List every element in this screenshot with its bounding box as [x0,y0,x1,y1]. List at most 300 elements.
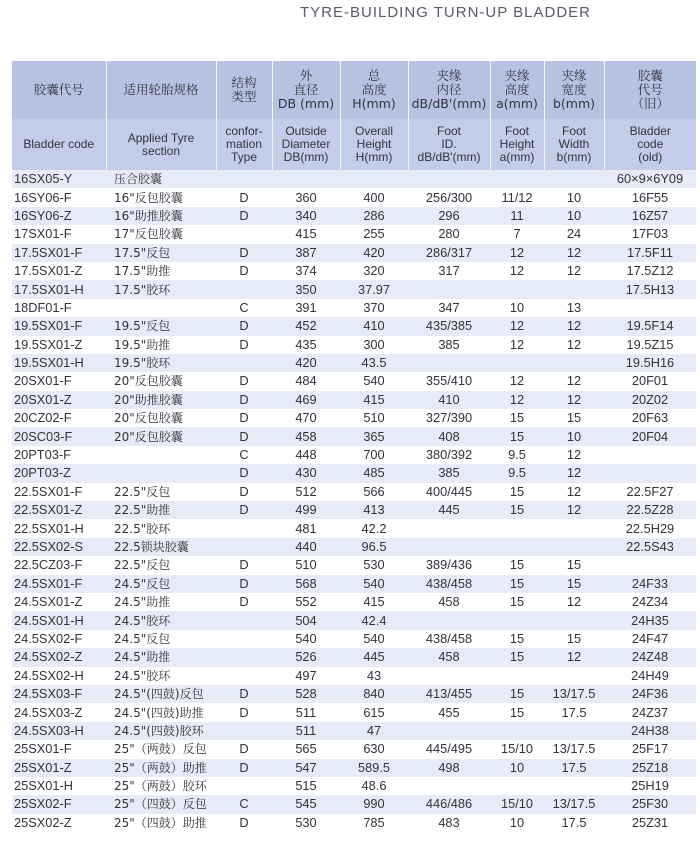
cell-foot-width: 12 [544,317,604,335]
cell-conformation-type: D [216,244,272,262]
cell-overall-height: 42.4 [340,611,408,629]
cell-tyre-section: 25"（两鼓）反包 [106,740,216,758]
cell-conformation-type: D [216,427,272,445]
cell-outside-diameter: 387 [272,244,340,262]
table-row [12,299,696,317]
table-row [12,648,696,666]
header-cn-1: 适用轮胎规格 [106,61,216,119]
table-row [12,556,696,574]
cell-overall-height: 320 [340,262,408,280]
cell-foot-height: 15 [490,556,544,574]
cell-tyre-section: 25"（四鼓）反包 [106,795,216,813]
cell-outside-diameter: 552 [272,593,340,611]
cell-foot-id: 438/458 [408,575,490,593]
cell-outside-diameter: 470 [272,409,340,427]
table-body [12,170,696,832]
cell-outside-diameter: 391 [272,299,340,317]
cell-outside-diameter: 469 [272,391,340,409]
cell-overall-height: 48.6 [340,777,408,795]
cell-foot-id: 446/486 [408,795,490,813]
header-en-3: Outside Diameter DB(mm) [272,119,340,170]
cell-foot-width: 12 [544,336,604,354]
cell-outside-diameter: 528 [272,685,340,703]
cell-tyre-section: 24.5"胶环 [106,611,216,629]
page-title: TYRE-BUILDING TURN-UP BLADDER [300,4,591,21]
cell-bladder-code: 20SX01-F [12,372,106,390]
cell-foot-id: 408 [408,427,490,445]
cell-overall-height: 286 [340,207,408,225]
cell-foot-width: 12 [544,244,604,262]
cell-foot-id: 413/455 [408,685,490,703]
cell-overall-height: 445 [340,648,408,666]
cell-outside-diameter: 481 [272,519,340,537]
cell-bladder-code: 24.5SX02-F [12,630,106,648]
header-en-5: Foot ID. dB/dB'(mm) [408,119,490,170]
cell-outside-diameter: 511 [272,703,340,721]
table-row [12,280,696,298]
header-cn-4: 总 高度 H(mm) [340,61,408,119]
cell-tyre-section: 17.5"反包 [106,244,216,262]
cell-foot-id: 445/495 [408,740,490,758]
cell-foot-id: 327/390 [408,409,490,427]
cell-overall-height: 365 [340,427,408,445]
cell-old-code: 24H49 [604,667,696,685]
cell-foot-height: 9.5 [490,464,544,482]
cell-outside-diameter: 511 [272,722,340,740]
cell-foot-height: 15 [490,703,544,721]
cell-foot-width: 13/17.5 [544,740,604,758]
table-row [12,538,696,556]
cell-outside-diameter: 512 [272,483,340,501]
cell-old-code: 17F03 [604,225,696,243]
cell-foot-width [544,611,604,629]
cell-outside-diameter: 510 [272,556,340,574]
cell-outside-diameter: 340 [272,207,340,225]
cell-outside-diameter: 458 [272,427,340,445]
cell-old-code: 20F04 [604,427,696,445]
cell-foot-width: 12 [544,648,604,666]
cell-tyre-section: 20"反包胶囊 [106,372,216,390]
bladder-spec-table [12,61,696,832]
cell-outside-diameter: 540 [272,630,340,648]
cell-conformation-type: D [216,391,272,409]
cell-old-code: 17.5F11 [604,244,696,262]
cell-foot-height [490,170,544,188]
cell-tyre-section: 19.5"胶环 [106,354,216,372]
cell-bladder-code: 25SX01-Z [12,759,106,777]
cell-foot-width: 10 [544,207,604,225]
cell-foot-width: 17.5 [544,814,604,832]
cell-overall-height: 566 [340,483,408,501]
cell-bladder-code: 20SC03-F [12,427,106,445]
cell-tyre-section: 17.5"助推 [106,262,216,280]
cell-foot-id: 347 [408,299,490,317]
cell-old-code [604,446,696,464]
cell-overall-height: 485 [340,464,408,482]
table-row [12,409,696,427]
cell-foot-id: 385 [408,464,490,482]
cell-foot-id [408,611,490,629]
table-row [12,759,696,777]
cell-tyre-section: 24.5"(四鼓)助推 [106,703,216,721]
cell-foot-id [408,519,490,537]
cell-foot-width: 13/17.5 [544,795,604,813]
header-cn-0: 胶囊代号 [12,61,106,119]
cell-overall-height: 630 [340,740,408,758]
cell-outside-diameter: 545 [272,795,340,813]
cell-tyre-section: 24.5"胶环 [106,667,216,685]
cell-outside-diameter: 430 [272,464,340,482]
cell-tyre-section: 20"反包胶囊 [106,427,216,445]
cell-conformation-type: D [216,207,272,225]
cell-old-code: 19.5Z15 [604,336,696,354]
cell-overall-height: 990 [340,795,408,813]
cell-old-code: 24H38 [604,722,696,740]
cell-tyre-section: 22.5锁块胶囊 [106,538,216,556]
cell-outside-diameter: 497 [272,667,340,685]
cell-tyre-section: 20"助推胶囊 [106,391,216,409]
cell-old-code: 17.5Z12 [604,262,696,280]
cell-tyre-section: 22.5"反包 [106,556,216,574]
cell-tyre-section [106,299,216,317]
cell-foot-height: 15 [490,501,544,519]
cell-foot-width: 10 [544,427,604,445]
header-cn-7: 夹缘 宽度 b(mm) [544,61,604,119]
cell-conformation-type: D [216,575,272,593]
cell-tyre-section: 19.5"助推 [106,336,216,354]
cell-bladder-code: 19.5SX01-Z [12,336,106,354]
cell-old-code: 19.5H16 [604,354,696,372]
table-row [12,446,696,464]
cell-foot-height: 15 [490,409,544,427]
cell-outside-diameter: 440 [272,538,340,556]
cell-outside-diameter: 415 [272,225,340,243]
header-en-6: Foot Height a(mm) [490,119,544,170]
cell-foot-height [490,538,544,556]
cell-foot-height: 15 [490,575,544,593]
table-row [12,593,696,611]
cell-outside-diameter: 452 [272,317,340,335]
cell-overall-height: 540 [340,575,408,593]
cell-foot-id [408,667,490,685]
cell-overall-height [340,170,408,188]
cell-foot-width: 15 [544,630,604,648]
cell-foot-height: 15 [490,593,544,611]
cell-conformation-type: C [216,299,272,317]
table-row [12,630,696,648]
cell-foot-id: 355/410 [408,372,490,390]
table-row [12,795,696,813]
table-row [12,722,696,740]
cell-overall-height: 370 [340,299,408,317]
cell-bladder-code: 24.5SX01-H [12,611,106,629]
cell-old-code: 24F36 [604,685,696,703]
cell-bladder-code: 25SX01-F [12,740,106,758]
table-row [12,354,696,372]
header-row-english [12,119,696,170]
cell-outside-diameter: 448 [272,446,340,464]
cell-bladder-code: 24.5SX02-Z [12,648,106,666]
table-row [12,740,696,758]
cell-foot-height: 15/10 [490,795,544,813]
cell-overall-height: 410 [340,317,408,335]
cell-old-code: 22.5S43 [604,538,696,556]
cell-conformation-type: D [216,556,272,574]
cell-tyre-section: 22.5"胶环 [106,519,216,537]
cell-old-code: 24F47 [604,630,696,648]
cell-conformation-type [216,722,272,740]
cell-old-code: 25H19 [604,777,696,795]
table-row [12,170,696,188]
cell-overall-height: 415 [340,391,408,409]
cell-tyre-section [106,464,216,482]
cell-tyre-section: 24.5"助推 [106,593,216,611]
cell-bladder-code: 24.5SX03-H [12,722,106,740]
cell-foot-width: 15 [544,409,604,427]
cell-foot-height: 12 [490,372,544,390]
cell-conformation-type: C [216,446,272,464]
header-cn-5: 夹缘 内径 dB/dB'(mm) [408,61,490,119]
cell-tyre-section: 16"助推胶囊 [106,207,216,225]
cell-foot-id: 455 [408,703,490,721]
cell-conformation-type: D [216,317,272,335]
cell-old-code: 22.5F27 [604,483,696,501]
cell-foot-id: 389/436 [408,556,490,574]
cell-bladder-code: 25SX01-H [12,777,106,795]
cell-bladder-code: 24.5SX01-Z [12,593,106,611]
cell-foot-height: 11 [490,207,544,225]
cell-bladder-code: 19.5SX01-H [12,354,106,372]
cell-foot-id [408,354,490,372]
header-en-2: confor- mation Type [216,119,272,170]
cell-conformation-type [216,611,272,629]
cell-foot-height [490,611,544,629]
cell-tyre-section: 17.5"胶环 [106,280,216,298]
cell-conformation-type: C [216,795,272,813]
cell-foot-height: 15 [490,427,544,445]
header-row-chinese [12,61,696,119]
cell-foot-height: 12 [490,244,544,262]
cell-foot-id: 280 [408,225,490,243]
cell-foot-height: 15 [490,483,544,501]
table-row [12,336,696,354]
cell-outside-diameter: 515 [272,777,340,795]
cell-old-code: 25Z31 [604,814,696,832]
cell-tyre-section: 22.5"助推 [106,501,216,519]
table-row [12,685,696,703]
cell-bladder-code: 19.5SX01-F [12,317,106,335]
cell-overall-height: 540 [340,372,408,390]
cell-old-code [604,464,696,482]
cell-conformation-type: D [216,759,272,777]
cell-overall-height: 420 [340,244,408,262]
cell-tyre-section: 24.5"(四鼓)胶环 [106,722,216,740]
cell-foot-width: 15 [544,556,604,574]
cell-old-code: 22.5Z28 [604,501,696,519]
cell-bladder-code: 25SX02-Z [12,814,106,832]
cell-overall-height: 42.2 [340,519,408,537]
cell-bladder-code: 22.5SX01-Z [12,501,106,519]
cell-foot-width: 12 [544,372,604,390]
cell-foot-id: 410 [408,391,490,409]
header-en-0: Bladder code [12,119,106,170]
cell-foot-height: 7 [490,225,544,243]
cell-overall-height: 43 [340,667,408,685]
cell-foot-height: 15 [490,685,544,703]
cell-tyre-section: 24.5"(四鼓)反包 [106,685,216,703]
cell-bladder-code: 16SX05-Y [12,170,106,188]
cell-overall-height: 615 [340,703,408,721]
cell-foot-width: 17.5 [544,759,604,777]
cell-old-code: 20Z02 [604,391,696,409]
cell-conformation-type: D [216,483,272,501]
cell-old-code: 24Z34 [604,593,696,611]
cell-bladder-code: 20SX01-Z [12,391,106,409]
cell-foot-height: 10 [490,299,544,317]
cell-bladder-code: 17.5SX01-H [12,280,106,298]
cell-foot-width [544,354,604,372]
cell-tyre-section: 20"反包胶囊 [106,409,216,427]
cell-foot-id: 256/300 [408,188,490,206]
cell-foot-width: 12 [544,483,604,501]
cell-overall-height: 400 [340,188,408,206]
cell-old-code: 22.5H29 [604,519,696,537]
cell-conformation-type: D [216,372,272,390]
cell-foot-height: 12 [490,336,544,354]
header-cn-2: 结构 类型 [216,61,272,119]
cell-conformation-type [216,648,272,666]
table-row [12,317,696,335]
cell-conformation-type: D [216,685,272,703]
cell-bladder-code: 24.5SX03-F [12,685,106,703]
cell-foot-height [490,777,544,795]
cell-outside-diameter: 499 [272,501,340,519]
cell-foot-height: 10 [490,759,544,777]
cell-old-code: 24H35 [604,611,696,629]
cell-foot-width: 24 [544,225,604,243]
cell-bladder-code: 17.5SX01-F [12,244,106,262]
table-row [12,814,696,832]
cell-outside-diameter [272,170,340,188]
cell-foot-width: 15 [544,575,604,593]
cell-old-code: 24F33 [604,575,696,593]
cell-old-code: 16F55 [604,188,696,206]
cell-tyre-section: 17"反包胶囊 [106,225,216,243]
table-row [12,667,696,685]
cell-bladder-code: 22.5SX02-S [12,538,106,556]
cell-tyre-section: 19.5"反包 [106,317,216,335]
cell-overall-height: 530 [340,556,408,574]
cell-bladder-code: 17.5SX01-Z [12,262,106,280]
cell-conformation-type: D [216,336,272,354]
cell-bladder-code: 16SY06-F [12,188,106,206]
cell-conformation-type [216,170,272,188]
cell-conformation-type: D [216,188,272,206]
cell-foot-height [490,667,544,685]
cell-overall-height: 43.5 [340,354,408,372]
cell-foot-height: 15 [490,648,544,666]
table-row [12,703,696,721]
cell-overall-height: 540 [340,630,408,648]
table-row [12,611,696,629]
cell-outside-diameter: 420 [272,354,340,372]
cell-overall-height: 589.5 [340,759,408,777]
cell-foot-height: 9.5 [490,446,544,464]
table-row [12,519,696,537]
cell-outside-diameter: 568 [272,575,340,593]
cell-foot-id [408,170,490,188]
header-cn-3: 外 直径 DB (mm) [272,61,340,119]
cell-foot-width: 12 [544,391,604,409]
cell-conformation-type [216,354,272,372]
cell-foot-id: 317 [408,262,490,280]
table-row [12,188,696,206]
cell-old-code [604,556,696,574]
cell-foot-width [544,280,604,298]
header-en-4: Overall Height H(mm) [340,119,408,170]
cell-overall-height: 255 [340,225,408,243]
cell-tyre-section: 25"（四鼓）助推 [106,814,216,832]
cell-foot-id: 445 [408,501,490,519]
cell-overall-height: 413 [340,501,408,519]
cell-foot-width [544,170,604,188]
cell-tyre-section: 22.5"反包 [106,483,216,501]
cell-outside-diameter: 530 [272,814,340,832]
cell-bladder-code: 24.5SX01-F [12,575,106,593]
cell-foot-id [408,538,490,556]
table-row [12,483,696,501]
cell-overall-height: 37.97 [340,280,408,298]
header-cn-8: 胶囊 代号 （旧） [604,61,696,119]
cell-foot-width: 10 [544,188,604,206]
cell-conformation-type [216,667,272,685]
cell-overall-height: 700 [340,446,408,464]
cell-foot-id: 435/385 [408,317,490,335]
cell-old-code [604,299,696,317]
cell-old-code: 19.5F14 [604,317,696,335]
cell-foot-width: 12 [544,464,604,482]
cell-tyre-section: 24.5"反包 [106,575,216,593]
cell-foot-height [490,280,544,298]
cell-foot-width [544,538,604,556]
table-row [12,262,696,280]
table-row [12,464,696,482]
cell-overall-height: 300 [340,336,408,354]
cell-foot-width: 12 [544,593,604,611]
cell-conformation-type [216,280,272,298]
cell-tyre-section: 25"（两鼓）助推 [106,759,216,777]
cell-foot-id: 380/392 [408,446,490,464]
cell-outside-diameter: 350 [272,280,340,298]
cell-old-code: 17.5H13 [604,280,696,298]
cell-foot-width [544,519,604,537]
cell-old-code: 24Z37 [604,703,696,721]
cell-bladder-code: 22.5SX01-H [12,519,106,537]
cell-tyre-section: 24.5"助推 [106,648,216,666]
table-row [12,501,696,519]
header-en-8: Bladder code (old) [604,119,696,170]
cell-foot-height [490,354,544,372]
table-row [12,777,696,795]
cell-foot-id: 296 [408,207,490,225]
table-row [12,372,696,390]
cell-overall-height: 47 [340,722,408,740]
cell-foot-height: 10 [490,814,544,832]
cell-bladder-code: 18DF01-F [12,299,106,317]
table-row [12,225,696,243]
cell-old-code: 25F30 [604,795,696,813]
cell-outside-diameter: 526 [272,648,340,666]
